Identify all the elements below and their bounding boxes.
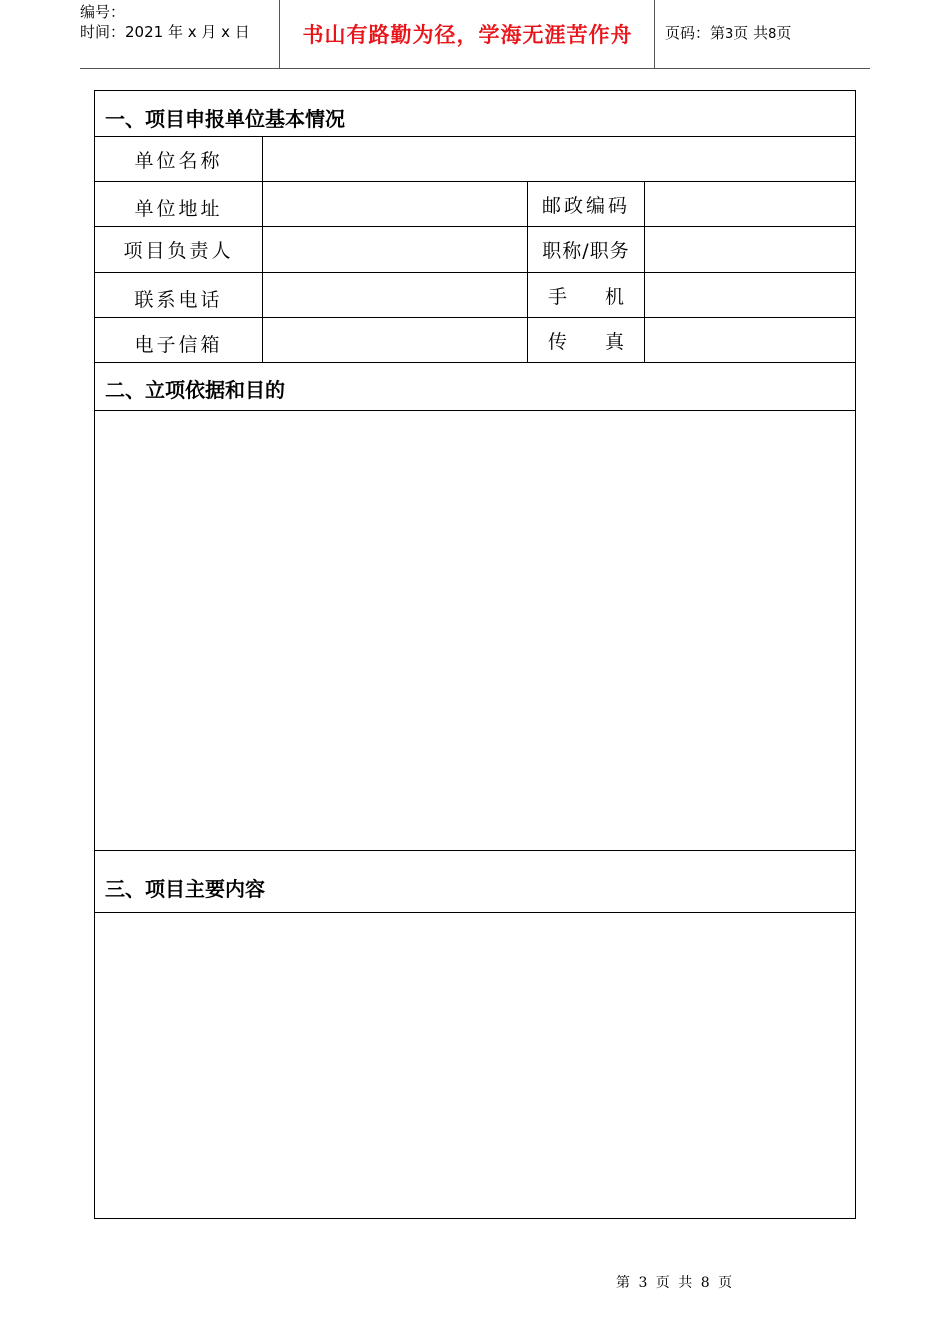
section-one-title: 一、项目申报单位基本情况 [105, 107, 345, 131]
section-two-header [95, 363, 855, 411]
fax-label: 传真 [548, 330, 663, 353]
section-two-title: 二、立项依据和目的 [105, 378, 285, 402]
email-field[interactable] [263, 318, 528, 362]
section-three-content-area[interactable] [95, 913, 855, 1218]
title-position-field[interactable] [645, 227, 855, 272]
page-current: 3 [725, 27, 734, 42]
row-unit-name [95, 137, 855, 182]
page-label: 页码：第 [665, 24, 726, 42]
row-contact-phone [95, 273, 855, 318]
document-number-label: 编号： [80, 3, 126, 21]
unit-name-field[interactable] [263, 137, 855, 181]
unit-name-label: 单位名称 [134, 149, 223, 172]
project-leader-label: 项目负责人 [123, 240, 234, 262]
unit-address-field[interactable] [263, 182, 528, 226]
header-motto: 书山有路勤为径，学海无涯苦作舟 [281, 0, 655, 68]
header-meta [80, 0, 280, 68]
page-end: 页 [776, 24, 792, 42]
header-page-number [665, 22, 791, 43]
row-email [95, 318, 855, 363]
contact-phone-label: 联系电话 [134, 288, 223, 311]
row-unit-address [95, 182, 855, 227]
postal-code-field[interactable] [645, 182, 855, 226]
fax-field[interactable] [645, 318, 855, 362]
document-date: 时间：2021 年 x 月 x 日 [80, 23, 250, 41]
unit-address-label: 单位地址 [134, 197, 223, 220]
section-two-content-area[interactable] [95, 411, 855, 851]
page-footer: 第 3 页 共 8 页 [616, 1275, 735, 1291]
mobile-field[interactable] [645, 273, 855, 317]
page-mid: 页 共 [733, 24, 769, 42]
section-three-title: 三、项目主要内容 [105, 877, 265, 901]
project-leader-field[interactable] [263, 227, 528, 272]
row-project-leader [95, 227, 855, 273]
application-form [94, 90, 856, 1219]
page-header [80, 0, 870, 69]
mobile-label: 手机 [548, 285, 663, 308]
contact-phone-field[interactable] [263, 273, 528, 317]
section-three-header [95, 851, 855, 913]
email-label: 电子信箱 [134, 333, 223, 356]
title-position-label: 职称/职务 [542, 240, 630, 262]
postal-code-label: 邮政编码 [541, 194, 630, 217]
section-one-header [95, 91, 855, 137]
page-total: 8 [768, 27, 777, 42]
